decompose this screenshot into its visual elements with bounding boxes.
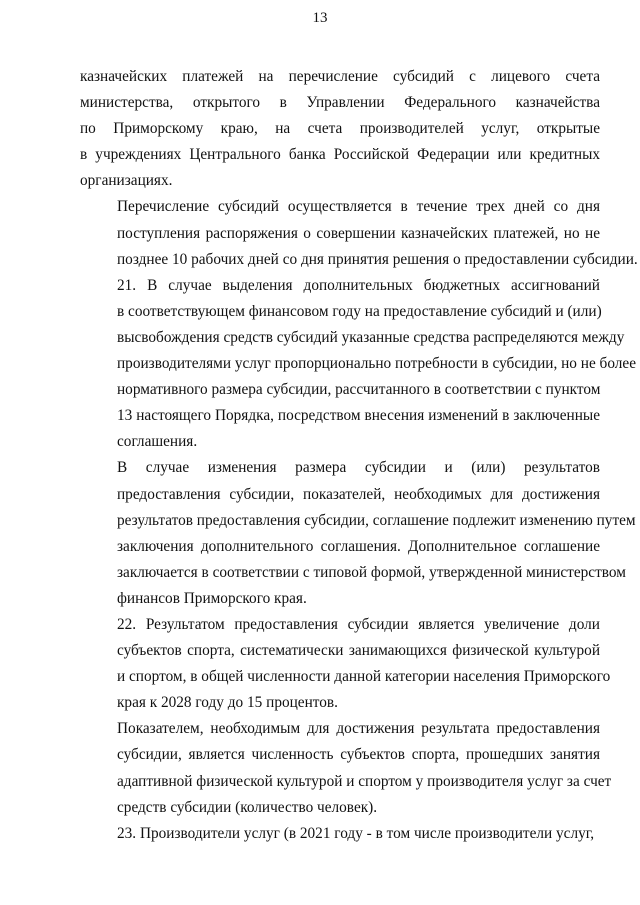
text-line: поступления распоряжения о совершении казначейских платежей, но не	[117, 224, 600, 242]
text-line: в учреждениях Центрального банка Российской Федерации или кредитных	[80, 146, 600, 164]
text-line: 22. Результатом предоставления субсидии является увеличение доли	[117, 615, 600, 633]
text-line: 13 настоящего Порядка, посредством внесения изменений в заключенные	[117, 407, 600, 425]
paragraph	[80, 612, 611, 716]
text-line: Перечисление субсидий осуществляется в течение трех дней со дня	[117, 198, 600, 216]
paragraph	[80, 716, 612, 820]
text-line: края к 2028 году до 15 процентов.	[117, 694, 338, 712]
text-line: 21. В случае выделения дополнительных бюджетных ассигнований	[117, 276, 600, 294]
text-line: 23. Производители услуг (в 2021 году - в том числе производители услуг,	[117, 824, 595, 842]
paragraph	[80, 273, 636, 456]
text-line: адаптивной физической культурой и спортом у производителя услуг за счет	[117, 772, 612, 790]
text-line: финансов Приморского края.	[117, 589, 307, 607]
text-line: заключения дополнительного соглашения. Дополнительное соглашение	[117, 537, 600, 555]
document-body	[80, 64, 638, 847]
text-line: средств субсидии (количество человек).	[117, 798, 378, 816]
paragraph	[80, 455, 636, 612]
text-line: по Приморскому краю, на счета производителей услуг, открытые	[80, 120, 600, 138]
text-line: позднее 10 рабочих дней со дня принятия решения о предоставлении субсидии.	[117, 250, 638, 268]
text-line: В случае изменения размера субсидии и (или) результатов	[117, 459, 600, 477]
text-line: соглашения.	[117, 433, 198, 451]
text-line: министерства, открытого в Управлении Федерального казначейства	[80, 94, 600, 112]
text-line: предоставления субсидии, показателей, необходимых для достижения	[117, 485, 600, 503]
text-line: субсидии, является численность субъектов спорта, прошедших занятия	[117, 746, 600, 764]
page-number: 13	[312, 10, 328, 26]
paragraph	[80, 821, 600, 847]
paragraph	[80, 64, 600, 194]
text-line: Показателем, необходимым для достижения результата предоставления	[117, 720, 600, 738]
paragraph	[80, 194, 638, 272]
text-line: в соответствующем финансовом году на предоставление субсидий и (или)	[117, 302, 602, 320]
text-line: производителями услуг пропорционально потребности в субсидии, но не более	[117, 355, 636, 373]
text-line: казначейских платежей на перечисление субсидий с лицевого счета	[80, 68, 600, 85]
text-line: субъектов спорта, систематически занимающихся физической культурой	[117, 642, 600, 660]
text-line: результатов предоставления субсидии, соглашение подлежит изменению путем	[117, 511, 636, 529]
text-line: нормативного размера субсидии, рассчитанного в соответствии с пунктом	[117, 381, 601, 399]
text-line: заключается в соответствии с типовой формой, утвержденной министерством	[117, 563, 626, 581]
text-line: высвобождения средств субсидий указанные средства распределяются между	[117, 328, 625, 346]
text-line: и спортом, в общей численности данной категории населения Приморского	[117, 668, 611, 686]
text-line: организациях.	[80, 172, 173, 190]
